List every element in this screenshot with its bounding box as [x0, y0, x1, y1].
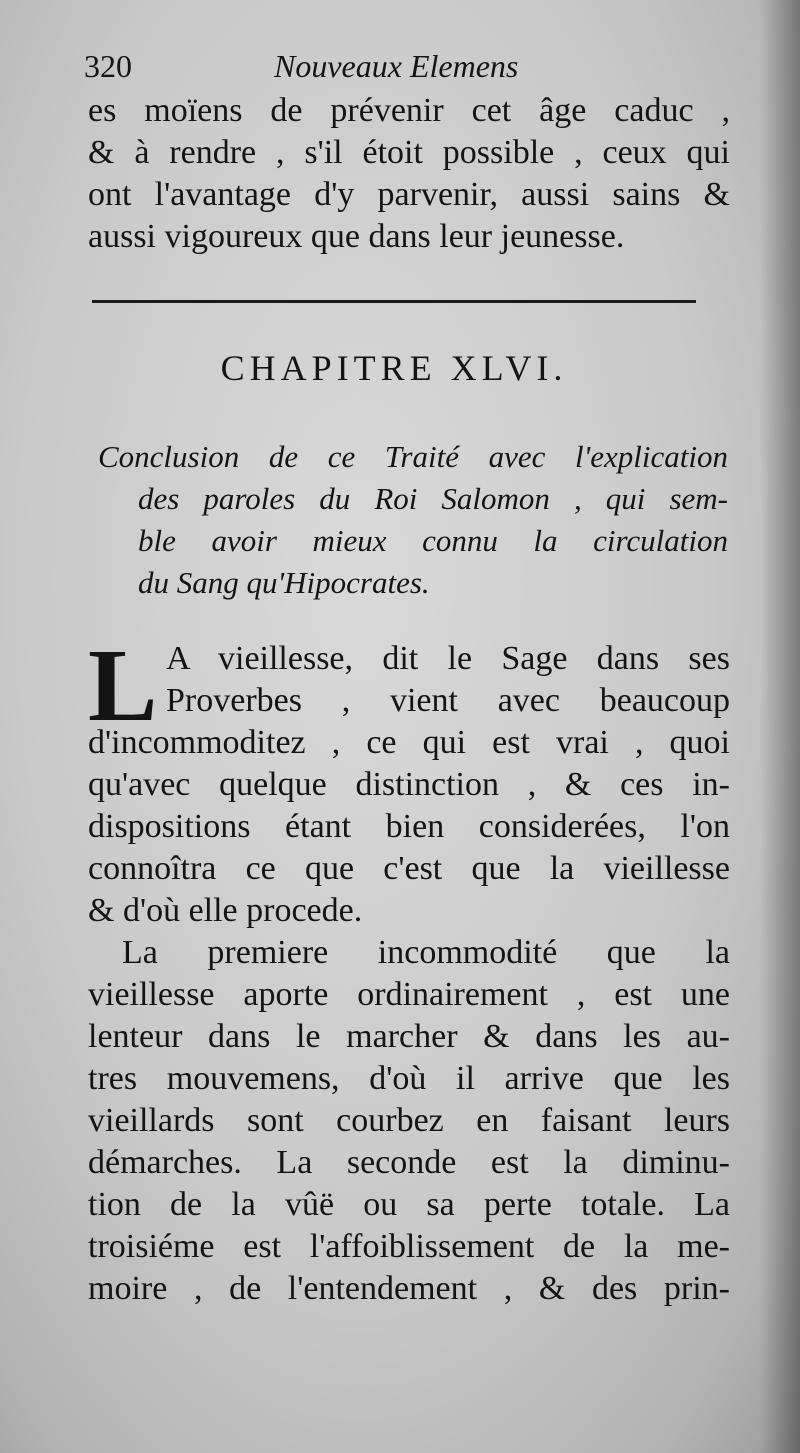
text-line: La premiere incommodité que la [122, 934, 730, 971]
text-line: troisiéme est l'affoiblissement de la me- [88, 1228, 730, 1265]
text-line: qu'avec quelque distinction , & ces in- [88, 766, 730, 803]
text-line: aussi vigoureux que dans leur jeunesse. [88, 218, 625, 255]
text-line: démarches. La seconde est la diminu- [88, 1144, 730, 1181]
chapter-summary [98, 436, 728, 604]
text-line: tion de la vûë ou sa perte totale. La [88, 1186, 730, 1223]
text-line: & à rendre , s'il étoit possible , ceux qui [88, 134, 730, 171]
section-divider [92, 300, 696, 303]
text-line: dispositions étant bien considerées, l'on [88, 808, 730, 845]
running-header [84, 44, 724, 88]
text-line: vieillards sont courbez en faisant leurs [88, 1102, 730, 1139]
summary-line: ble avoir mieux connu la circulation [138, 523, 728, 558]
page-number: 320 [84, 48, 132, 84]
text-line: vieillesse aporte ordinairement , est une [88, 976, 730, 1013]
text-line: A vieillesse, dit le Sage dans ses [166, 640, 730, 677]
text-line: Proverbes , vient avec beaucoup [166, 682, 730, 719]
carryover-paragraph [88, 90, 730, 258]
drop-cap [88, 628, 162, 743]
text-line: lenteur dans le marcher & dans les au- [88, 1018, 730, 1055]
drop-cap-letter: L [88, 628, 158, 743]
page-edge-shadow [760, 0, 800, 1453]
text-line: moire , de l'entendement , & des prin- [88, 1270, 730, 1307]
text-line: & d'où elle procede. [88, 892, 363, 929]
summary-line: Conclusion de ce Traité avec l'explication [98, 439, 728, 474]
text-line: connoîtra ce que c'est que la vieillesse [88, 850, 730, 887]
summary-line: des paroles du Roi Salomon , qui sem- [138, 481, 728, 516]
text-line: d'incommoditez , ce qui est vrai , quoi [88, 724, 730, 761]
running-title: Nouveaux Elemens [274, 48, 519, 84]
text-line: ont l'avantage d'y parvenir, aussi sains & [88, 176, 730, 213]
summary-line: du Sang qu'Hipocrates. [138, 565, 430, 600]
text-line: es moïens de prévenir cet âge caduc , [88, 92, 730, 129]
text-line: tres mouvemens, d'où il arrive que les [88, 1060, 730, 1097]
body-text [88, 628, 730, 1310]
chapter-heading: CHAPITRE XLVI. [220, 348, 568, 388]
